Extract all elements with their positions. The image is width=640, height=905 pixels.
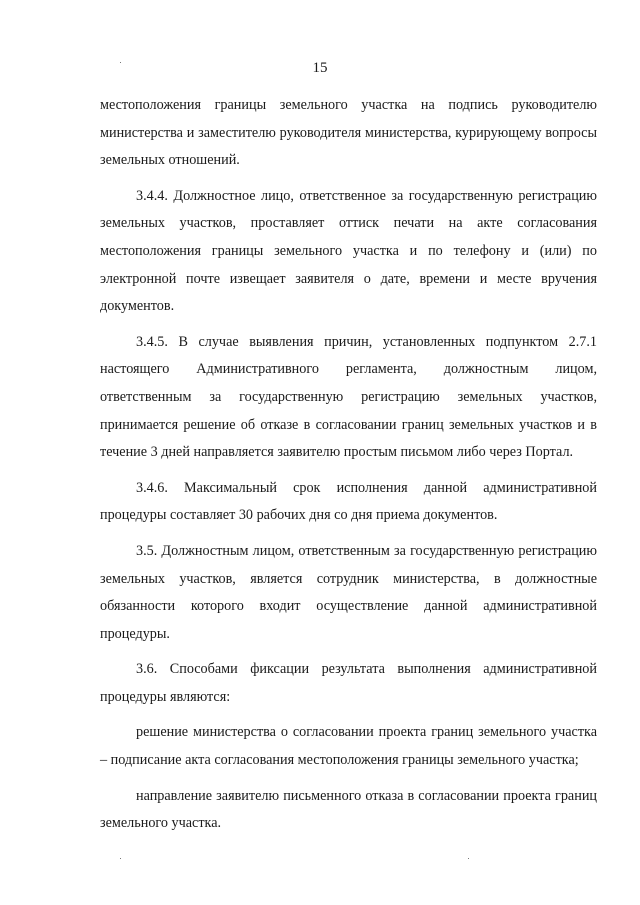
scan-speck	[468, 858, 469, 859]
paragraph-continuation: местоположения границы земельного участка на подпись руководителю министерства и заместителю руководителя министерства, курирующему вопросы земельных отношений.	[100, 97, 597, 169]
document-body	[100, 92, 597, 846]
paragraph-3-4-6: 3.4.6. Максимальный срок исполнения данной административной процедуры составляет 30 рабочих дня со дня приема документов.	[100, 479, 597, 524]
paragraph-3-4-5: 3.4.5. В случае выявления причин, установленных подпунктом 2.7.1 настоящего Административного регламента, должностным лицом, ответственным за государственную регистрацию земельных участков, принимается решение об отказе в согласовании границ земельных участков и в течение 3 дней направляется заявителю простым письмом либо через Портал.	[100, 333, 597, 461]
paragraph-3-6-item-approval: решение министерства о согласовании проекта границ земельного участка – подписание акта согласования местоположения границы земельного участка;	[100, 724, 597, 769]
paragraph-3-5: 3.5. Должностным лицом, ответственным за государственную регистрацию земельных участков, является сотрудник министерства, в должностные обязанности которого входит осуществление данной административной процедуры.	[100, 542, 597, 642]
scan-speck	[120, 858, 121, 859]
paragraph-3-6-item-refusal: направление заявителю письменного отказа в согласовании проекта границ земельного участка.	[100, 787, 597, 832]
paragraph-3-4-4: 3.4.4. Должностное лицо, ответственное за государственную регистрацию земельных участков, проставляет оттиск печати на акте согласования местоположения границы земельного участка и по телефону и (или) по электронной почте извещает заявителя о дате, времени и месте вручения документов.	[100, 187, 597, 315]
paragraph-3-6: 3.6. Способами фиксации результата выполнения административной процедуры являются:	[100, 661, 597, 705]
page-number: 15	[312, 60, 328, 76]
